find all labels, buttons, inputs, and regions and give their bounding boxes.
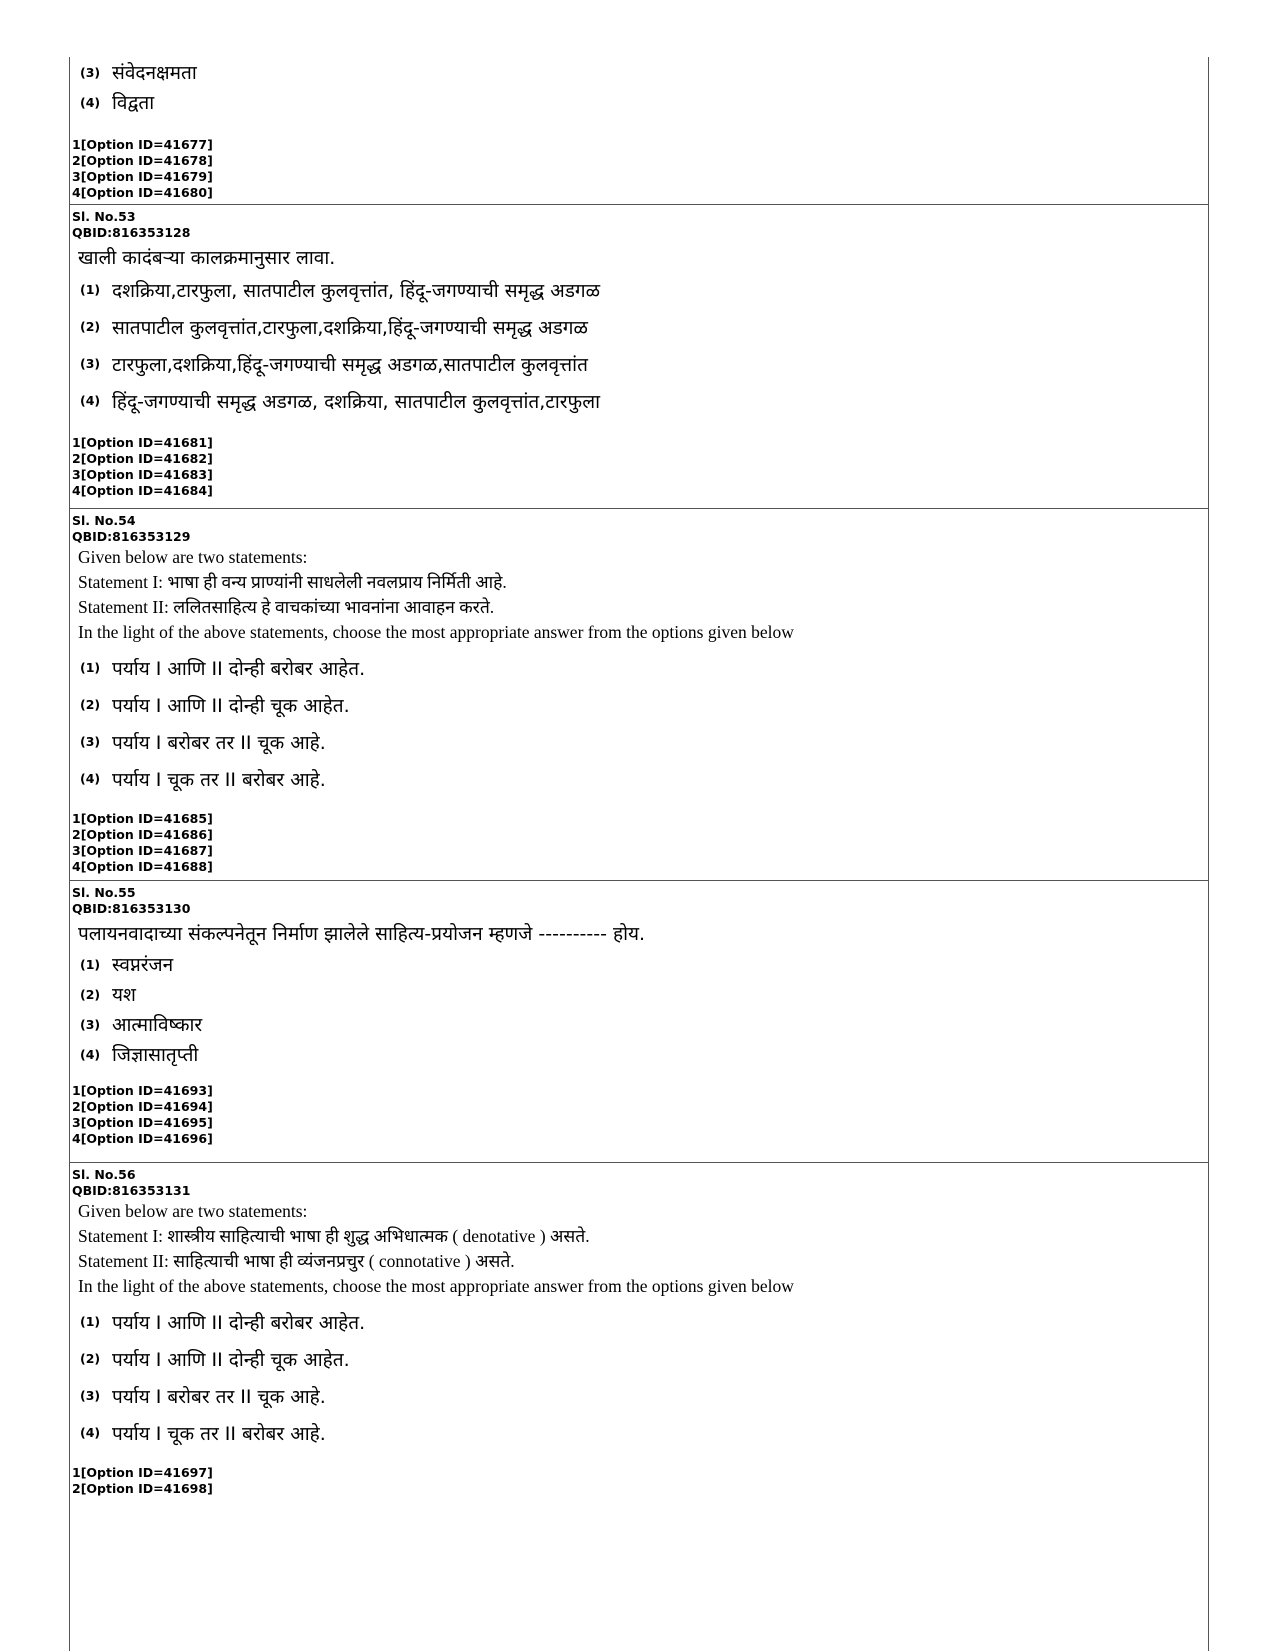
option-4 (70, 1414, 1208, 1451)
serial-number: Sl. No.53 (72, 209, 136, 224)
option-number: (4) (80, 1046, 101, 1062)
option-number: (3) (80, 734, 101, 749)
serial-number: Sl. No.55 (72, 885, 136, 900)
option-4 (70, 382, 1208, 419)
option-id: 2[Option ID=41694] (72, 1099, 213, 1114)
question-text: खाली कादंबऱ्या कालक्रमानुसार लावा. (78, 247, 336, 269)
option-2 (70, 686, 1208, 723)
option-text: पर्याय I आणि II दोन्ही चूक आहेत. (112, 1348, 350, 1371)
qbid: QBID:816353130 (72, 901, 191, 916)
option-number: (3) (80, 64, 101, 80)
statement-1: Statement I: भाषा ही वन्य प्राण्यांनी साधलेली नवलप्राय निर्मिती आहे. (78, 572, 507, 592)
option-1 (70, 649, 1208, 686)
option-number: (2) (80, 697, 101, 712)
option-text: पर्याय I आणि II दोन्ही चूक आहेत. (112, 694, 350, 717)
qbid: QBID:816353129 (72, 529, 191, 544)
question-block-53 (70, 204, 1208, 509)
option-id-list (70, 435, 1208, 499)
qbid: QBID:816353131 (72, 1183, 191, 1198)
option-id-list (70, 1465, 1208, 1497)
option-id: 2[Option ID=41698] (72, 1481, 213, 1496)
option-id: 1[Option ID=41681] (72, 435, 213, 450)
statement-2: Statement II: ललितसाहित्य हे वाचकांच्या भावनांना आवाहन करते. (78, 597, 495, 617)
option-4 (70, 87, 1208, 117)
option-4 (70, 760, 1208, 797)
option-number: (4) (80, 94, 101, 110)
option-number: (3) (80, 1388, 101, 1403)
option-number: (4) (80, 771, 101, 786)
option-text: हिंदू-जगण्याची समृद्ध अडगळ, दशक्रिया, सातपाटील कुलवृत्तांत,टारफुला (112, 390, 601, 413)
option-id: 2[Option ID=41678] (72, 153, 213, 168)
option-number: (4) (80, 393, 101, 408)
option-text: सातपाटील कुलवृत्तांत,टारफुला,दशक्रिया,हिंदू-जगण्याची समृद्ध अडगळ (112, 316, 588, 339)
option-text: विद्वता (112, 92, 155, 114)
question-block-55 (70, 880, 1208, 1163)
option-text: पर्याय I आणि II दोन्ही बरोबर आहेत. (112, 657, 366, 680)
option-number: (2) (80, 1351, 101, 1366)
option-3 (70, 57, 1208, 87)
option-2 (70, 1340, 1208, 1377)
option-id: 4[Option ID=41680] (72, 185, 213, 200)
option-number: (1) (80, 1314, 101, 1329)
option-id-list (70, 137, 1208, 201)
question-text: पलायनवादाच्या संकल्पनेतून निर्माण झालेले साहित्य-प्रयोजन म्हणजे ---------- होय. (78, 923, 646, 945)
option-text: पर्याय I आणि II दोन्ही बरोबर आहेत. (112, 1311, 366, 1334)
option-number: (3) (80, 356, 101, 371)
option-id-list (70, 811, 1208, 875)
option-text: पर्याय I चूक तर II बरोबर आहे. (112, 768, 326, 791)
question-paper-page (69, 57, 1209, 1651)
option-3 (70, 1009, 1208, 1039)
option-text: स्वप्नरंजन (112, 954, 174, 976)
statement-intro: Given below are two statements: (78, 1201, 308, 1221)
option-id: 3[Option ID=41679] (72, 169, 213, 184)
statement-1: Statement I: शास्त्रीय साहित्याची भाषा ही शुद्ध अभिधात्मक ( denotative ) असते. (78, 1226, 590, 1246)
option-3 (70, 723, 1208, 760)
qbid: QBID:816353128 (72, 225, 191, 240)
option-id: 3[Option ID=41687] (72, 843, 213, 858)
option-id: 2[Option ID=41682] (72, 451, 213, 466)
option-text: यश (112, 984, 136, 1006)
option-text: पर्याय I बरोबर तर II चूक आहे. (112, 1385, 326, 1408)
option-number: (1) (80, 282, 101, 297)
serial-number: Sl. No.56 (72, 1167, 136, 1182)
option-id: 1[Option ID=41697] (72, 1465, 213, 1480)
option-text: टारफुला,दशक्रिया,हिंदू-जगण्याची समृद्ध अडगळ,सातपाटील कुलवृत्तांत (112, 353, 588, 376)
option-id: 4[Option ID=41688] (72, 859, 213, 874)
option-id: 4[Option ID=41684] (72, 483, 213, 498)
option-id: 1[Option ID=41693] (72, 1083, 213, 1098)
option-number: (3) (80, 1016, 101, 1032)
option-text: संवेदनक्षमता (112, 62, 197, 84)
option-number: (2) (80, 986, 101, 1002)
statement-instruction: In the light of the above statements, choose the most appropriate answer from the options given below (78, 622, 794, 642)
option-number: (1) (80, 660, 101, 675)
option-3 (70, 1377, 1208, 1414)
statement-intro: Given below are two statements: (78, 547, 308, 567)
option-id-list (70, 1083, 1208, 1147)
option-text: पर्याय I चूक तर II बरोबर आहे. (112, 1422, 326, 1445)
option-id: 4[Option ID=41696] (72, 1131, 213, 1146)
option-text: दशक्रिया,टारफुला, सातपाटील कुलवृत्तांत, हिंदू-जगण्याची समृद्ध अडगळ (112, 279, 601, 302)
option-2 (70, 308, 1208, 345)
option-number: (4) (80, 1425, 101, 1440)
option-3 (70, 345, 1208, 382)
option-1 (70, 1303, 1208, 1340)
option-number: (1) (80, 956, 101, 972)
serial-number: Sl. No.54 (72, 513, 136, 528)
option-4 (70, 1039, 1208, 1069)
option-1 (70, 949, 1208, 979)
option-text: आत्माविष्कार (112, 1014, 203, 1036)
option-2 (70, 979, 1208, 1009)
option-id: 3[Option ID=41695] (72, 1115, 213, 1130)
question-block-56 (70, 1162, 1208, 1652)
statement-2: Statement II: साहित्याची भाषा ही व्यंजनप्रचुर ( connotative ) असते. (78, 1251, 515, 1271)
statement-instruction: In the light of the above statements, choose the most appropriate answer from the options given below (78, 1276, 794, 1296)
question-block-54 (70, 508, 1208, 881)
option-number: (2) (80, 319, 101, 334)
option-id: 2[Option ID=41686] (72, 827, 213, 842)
option-text: पर्याय I बरोबर तर II चूक आहे. (112, 731, 326, 754)
option-id: 1[Option ID=41677] (72, 137, 213, 152)
question-block-52-continued (70, 57, 1208, 204)
option-1 (70, 271, 1208, 308)
option-text: जिज्ञासातृप्ती (112, 1044, 199, 1066)
option-id: 3[Option ID=41683] (72, 467, 213, 482)
option-id: 1[Option ID=41685] (72, 811, 213, 826)
